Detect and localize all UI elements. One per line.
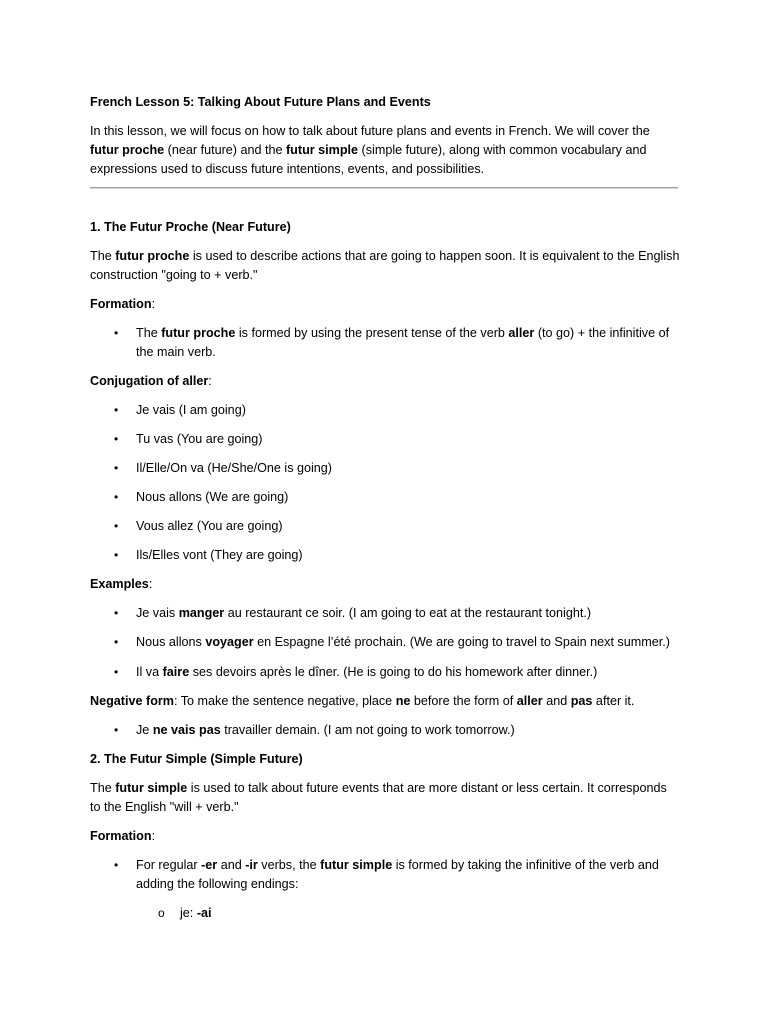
bullet-icon: • <box>114 403 119 417</box>
negative-example-item: Je ne vais pas travailler demain. (I am not going to work tomorrow.) <box>136 723 515 737</box>
bullet-icon: • <box>114 490 119 504</box>
bullet-icon: • <box>114 723 119 737</box>
conjugation-item: Il/Elle/On va (He/She/One is going) <box>136 461 332 475</box>
bullet-icon: • <box>114 461 119 475</box>
example-item: Je vais manger au restaurant ce soir. (I am going to eat at the restaurant tonight.) <box>136 606 592 620</box>
section-1-formation-item-line-2: the main verb. <box>136 345 216 359</box>
bullet-icon: • <box>114 519 119 533</box>
bullet-icon: • <box>114 432 119 446</box>
section-1-description-line-1: The futur proche is used to describe actions that are going to happen soon. It is equivalent to the English <box>90 249 680 263</box>
document-title: French Lesson 5: Talking About Future Plans and Events <box>90 95 431 109</box>
negative-form-paragraph: Negative form: To make the sentence negative, place ne before the form of aller and pas after it. <box>90 694 635 708</box>
section-1-description-line-2: construction "going to + verb." <box>90 268 258 282</box>
section-2-heading: 2. The Futur Simple (Simple Future) <box>90 752 303 766</box>
example-item: Nous allons voyager en Espagne l’été prochain. (We are going to travel to Spain next summer.) <box>136 635 670 649</box>
intro-paragraph-line-2: futur proche (near future) and the futur simple (simple future), along with common vocabulary and <box>90 143 647 157</box>
section-1-formation-label: Formation: <box>90 297 156 311</box>
section-1-heading: 1. The Futur Proche (Near Future) <box>90 220 291 234</box>
examples-label: Examples: <box>90 577 153 591</box>
bullet-icon: • <box>114 606 119 620</box>
intro-paragraph-line-3: expressions used to discuss future intentions, events, and possibilities. <box>90 162 485 176</box>
bullet-icon: • <box>114 548 119 562</box>
horizontal-divider <box>90 187 678 189</box>
conjugation-item: Je vais (I am going) <box>136 403 246 417</box>
section-2-formation-item-line-2: adding the following endings: <box>136 877 299 891</box>
bullet-icon: • <box>114 635 119 649</box>
bullet-icon: • <box>114 326 119 340</box>
ending-item: je: -ai <box>180 906 212 920</box>
conjugation-item: Vous allez (You are going) <box>136 519 283 533</box>
section-2-formation-item-line-1: For regular -er and -ir verbs, the futur simple is formed by taking the infinitive of the verb and <box>136 858 659 872</box>
conjugation-item: Ils/Elles vont (They are going) <box>136 548 303 562</box>
section-2-description-line-1: The futur simple is used to talk about future events that are more distant or less certain. It corresponds <box>90 781 667 795</box>
section-2-formation-label: Formation: <box>90 829 156 843</box>
section-1-formation-item-line-1: The futur proche is formed by using the present tense of the verb aller (to go) + the infinitive of <box>136 326 670 340</box>
conjugation-item: Nous allons (We are going) <box>136 490 289 504</box>
section-2-description-line-2: to the English "will + verb." <box>90 800 239 814</box>
bullet-icon: • <box>114 858 119 872</box>
conjugation-item: Tu vas (You are going) <box>136 432 263 446</box>
intro-paragraph-line-1: In this lesson, we will focus on how to talk about future plans and events in French. We will cover the <box>90 124 650 138</box>
conjugation-label: Conjugation of aller: <box>90 374 212 388</box>
sub-bullet-marker: o <box>158 906 165 920</box>
bullet-icon: • <box>114 665 119 679</box>
example-item: Il va faire ses devoirs après le dîner. (He is going to do his homework after dinner.) <box>136 665 598 679</box>
